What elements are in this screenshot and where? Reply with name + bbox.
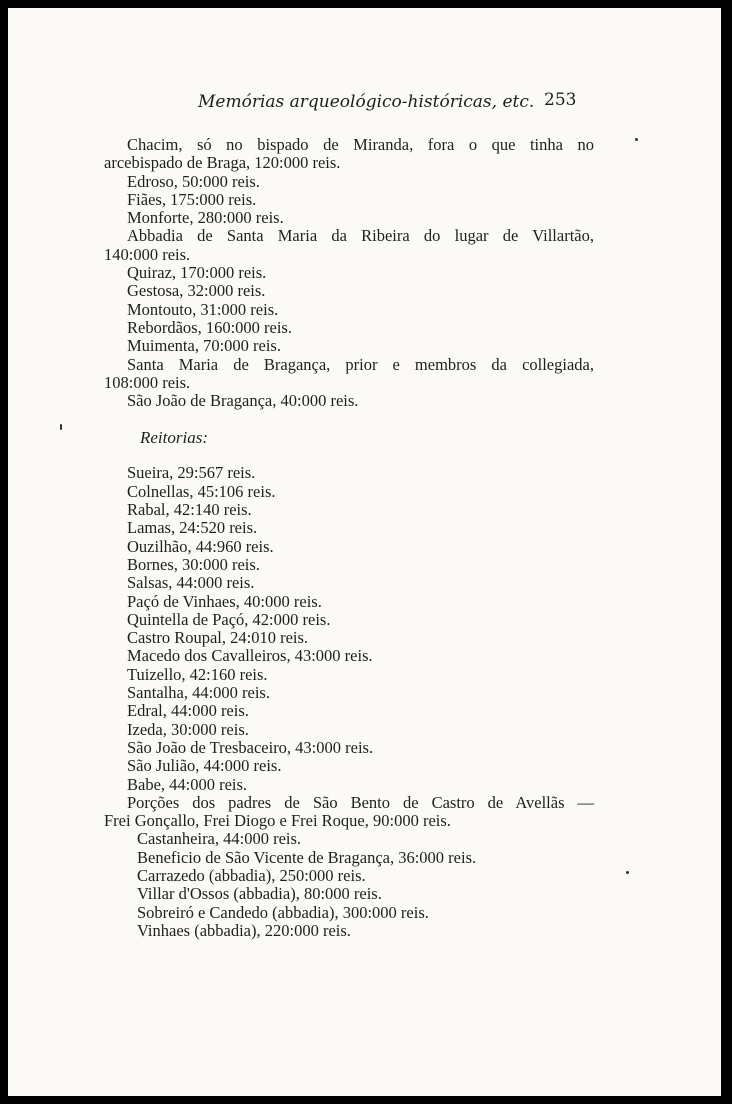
print-speck bbox=[635, 138, 638, 141]
text-line: Ouzilhão, 44:960 reis. bbox=[127, 536, 274, 556]
page-number: 253 bbox=[544, 90, 577, 110]
text-line: Santalha, 44:000 reis. bbox=[127, 683, 270, 703]
text-line: 140:000 reis. bbox=[104, 244, 191, 264]
text-line: São Julião, 44:000 reis. bbox=[127, 756, 282, 776]
text-line: Villar d'Ossos (abbadia), 80:000 reis. bbox=[137, 884, 382, 904]
text-line: Monforte, 280:000 reis. bbox=[127, 208, 284, 228]
text-line: Castro Roupal, 24:010 reis. bbox=[127, 628, 309, 648]
text-line: Quintella de Paçó, 42:000 reis. bbox=[127, 609, 331, 629]
text-line: Rebordãos, 160:000 reis. bbox=[127, 317, 292, 337]
running-title: Memórias arqueológico-históricas, etc. bbox=[198, 92, 535, 112]
text-line: São João de Tresbaceiro, 43:000 reis. bbox=[127, 737, 374, 757]
text-line: Macedo dos Cavalleiros, 43:000 reis. bbox=[127, 646, 373, 666]
text-line: Quiraz, 170:000 reis. bbox=[127, 263, 267, 283]
text-line: Izeda, 30:000 reis. bbox=[127, 719, 249, 739]
print-speck bbox=[60, 424, 62, 430]
text-line: Abbadia de Santa Maria da Ribeira do lugar de Villartão, bbox=[127, 226, 594, 246]
text-line: Babe, 44:000 reis. bbox=[127, 774, 248, 794]
page-body bbox=[104, 136, 594, 940]
text-line: Tuizello, 42:160 reis. bbox=[127, 664, 268, 684]
text-line: Santa Maria de Bragança, prior e membros da collegiada, bbox=[127, 354, 594, 374]
text-line: Muimenta, 70:000 reis. bbox=[127, 336, 281, 356]
text-line: Fiães, 175:000 reis. bbox=[127, 189, 257, 209]
book-page bbox=[8, 8, 721, 1096]
text-line: Gestosa, 32:000 reis. bbox=[127, 281, 266, 301]
text-line: Carrazedo (abbadia), 250:000 reis. bbox=[137, 865, 366, 885]
text-line: Porções dos padres de São Bento de Castro de Avellãs — bbox=[127, 792, 594, 812]
text-line: Castanheira, 44:000 reis. bbox=[137, 829, 302, 849]
text-line: Bornes, 30:000 reis. bbox=[127, 554, 260, 574]
text-line: São João de Bragança, 40:000 reis. bbox=[127, 391, 359, 411]
text-line: arcebispado de Braga, 120:000 reis. bbox=[104, 153, 341, 173]
section-heading: Reitorias: bbox=[140, 428, 208, 448]
text-line: Frei Gonçallo, Frei Diogo e Frei Roque, 90:000 reis. bbox=[104, 811, 451, 831]
text-line: Salsas, 44:000 reis. bbox=[127, 573, 255, 593]
text-line: Sueira, 29:567 reis. bbox=[127, 463, 256, 483]
print-speck bbox=[626, 871, 629, 874]
text-line: 108:000 reis. bbox=[104, 372, 191, 392]
page-header bbox=[8, 92, 721, 116]
text-line: Rabal, 42:140 reis. bbox=[127, 500, 252, 520]
text-line: Sobreiró e Candedo (abbadia), 300:000 reis. bbox=[137, 902, 429, 922]
text-line: Vinhaes (abbadia), 220:000 reis. bbox=[137, 920, 351, 940]
text-line: Edroso, 50:000 reis. bbox=[127, 171, 260, 191]
text-line: Colnellas, 45:106 reis. bbox=[127, 481, 276, 501]
text-line: Chacim, só no bispado de Miranda, fora o que tinha no bbox=[127, 135, 594, 154]
text-line: Edral, 44:000 reis. bbox=[127, 701, 249, 721]
text-line: Lamas, 24:520 reis. bbox=[127, 518, 258, 538]
text-line: Montouto, 31:000 reis. bbox=[127, 299, 279, 319]
text-line: Paçó de Vinhaes, 40:000 reis. bbox=[127, 591, 322, 611]
text-line: Beneficio de São Vicente de Bragança, 36:000 reis. bbox=[137, 847, 477, 867]
